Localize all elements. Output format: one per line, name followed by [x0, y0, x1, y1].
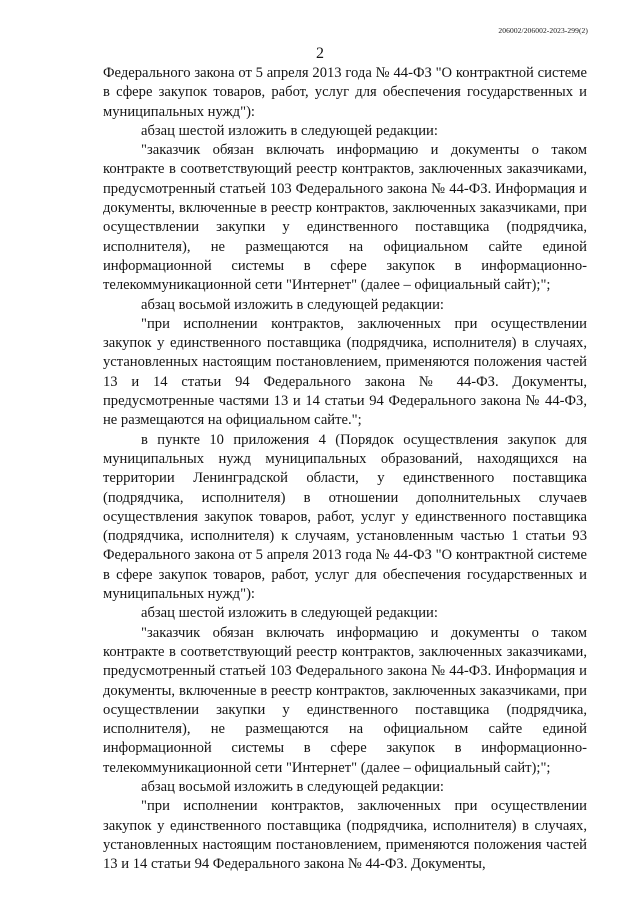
paragraph-quote-eighth: "при исполнении контрактов, заключенных при осуществлении закупок у единственного поставщика (подрядчика, исполнителя) в случаях, установленных настоящим постановлением, применяются положения частей 13 и 14 статьи 94 Федерального закона № 44-ФЗ. Документы, предусмотренные частями 13 и 14 статьи 94 Федерального закона № 44-ФЗ, не размещаются на официальном сайте."; [103, 315, 587, 429]
document-id: 206002/206002-2023-299(2) [498, 26, 588, 35]
paragraph-instruction-eighth: абзац восьмой изложить в следующей редакции: [141, 296, 444, 313]
paragraph-appendix-4: в пункте 10 приложения 4 (Порядок осуществления закупок для муниципальных нужд муниципальных образований, находящихся на территории Ленинградской области, у единственного поставщика (подрядчика, исполнителя) в отношении дополнительных случаев осуществления закупок товаров, работ, услуг у единственного поставщика (подрядчика, исполнителя) к случаям, установленным частью 1 статьи 93 Федерального закона от 5 апреля 2013 года № 44-ФЗ "О контрактной системе в сфере закупок товаров, работ, услуг для обеспечения государственных и муниципальных нужд"): [103, 431, 587, 603]
paragraph-instruction-sixth-2: абзац шестой изложить в следующей редакции: [141, 605, 438, 622]
paragraph-quote-eighth-2: "при исполнении контрактов, заключенных при осуществлении закупок у единственного поставщика (подрядчика, исполнителя) в случаях, установленных настоящим постановлением, применяются положения частей 13 и 14 статьи 94 Федерального закона № 44-ФЗ. Документы, [103, 798, 587, 873]
paragraph-quote-sixth: "заказчик обязан включать информацию и документы о таком контракте в соответствующий реестр контрактов, заключенных заказчиками, предусмотренный статьей 103 Федерального закона № 44-ФЗ. Информация и документы, включенные в реестр контрактов, заключенных заказчиками, при осуществлении закупки у единственного поставщика (подрядчика, исполнителя), не размещаются на официальном сайте единой информационной системы в сфере закупок в информационно-телекоммуникационной сети "Интернет" (далее – официальный сайт);"; [103, 142, 587, 294]
paragraph-quote-sixth-2: "заказчик обязан включать информацию и документы о таком контракте в соответствующий реестр контрактов, заключенных заказчиками, предусмотренный статьей 103 Федерального закона № 44-ФЗ. Информация и документы, включенные в реестр контрактов, заключенных заказчиками, при осуществлении закупки у единственного поставщика (подрядчика, исполнителя), не размещаются на официальном сайте единой информационной системы в сфере закупок в информационно-телекоммуникационной сети "Интернет" (далее – официальный сайт);"; [103, 624, 587, 776]
document-body [103, 64, 587, 874]
paragraph-instruction-eighth-2: абзац восьмой изложить в следующей редакции: [141, 778, 444, 795]
paragraph-instruction-sixth: абзац шестой изложить в следующей редакции: [141, 122, 438, 139]
page-number: 2 [316, 45, 324, 62]
paragraph-intro-continuation: Федерального закона от 5 апреля 2013 года № 44-ФЗ "О контрактной системе в сфере закупок товаров, работ, услуг для обеспечения государственных и муниципальных нужд"): [103, 65, 587, 120]
